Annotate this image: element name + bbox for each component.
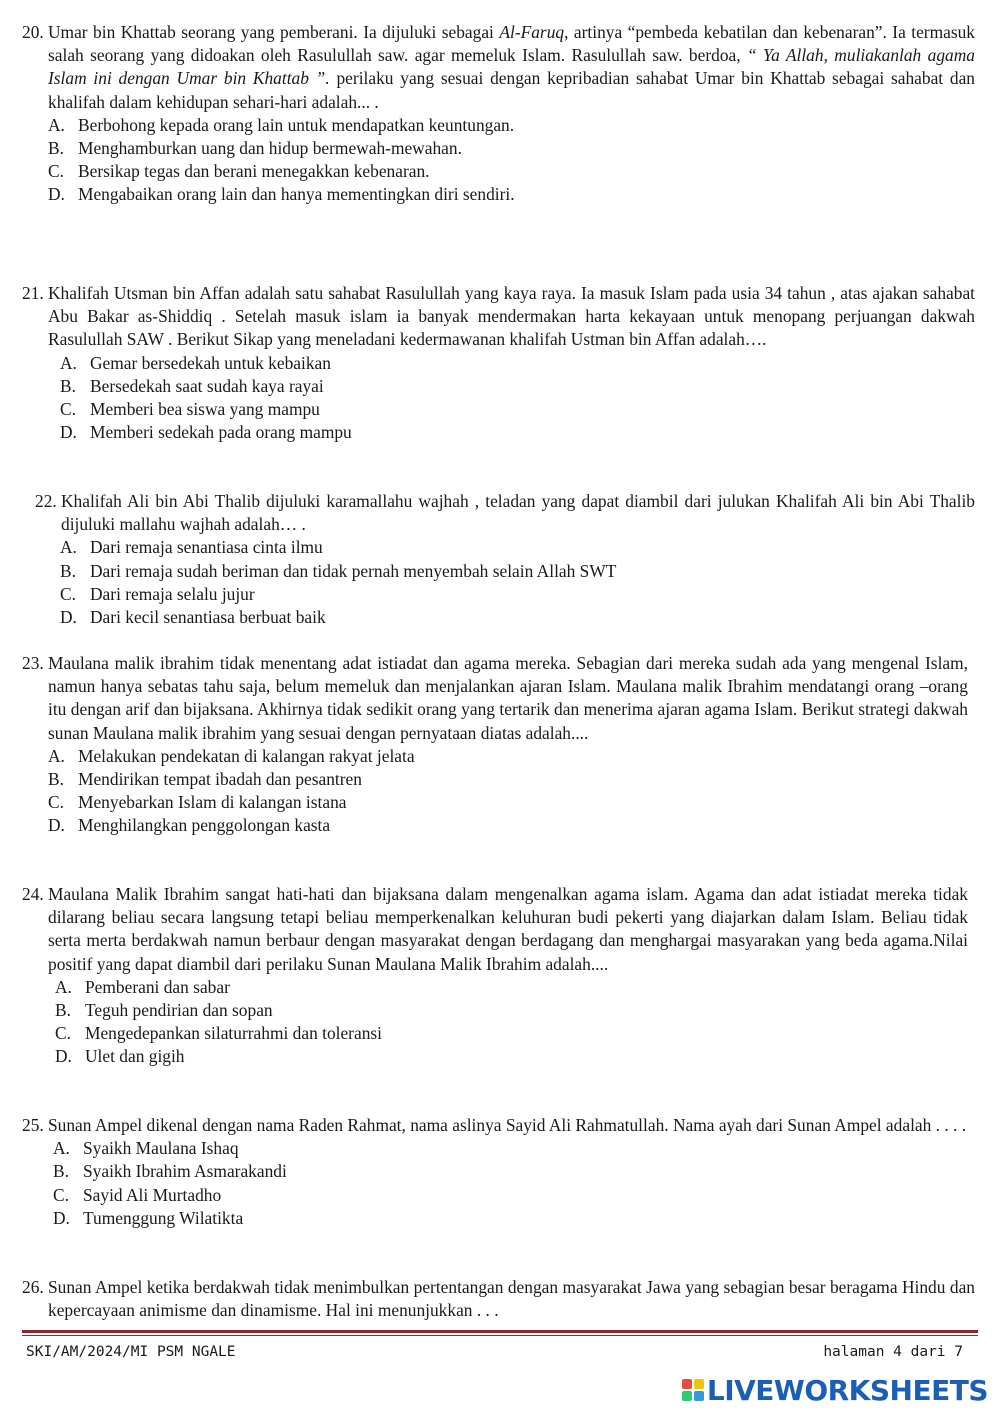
option-text: Bersikap tegas dan berani menegakkan kebenaran. (78, 161, 430, 182)
option-letter: B. (53, 1161, 69, 1182)
question-number: 21. (22, 283, 44, 303)
option-letter: D. (60, 607, 77, 628)
option-letter: B. (60, 375, 76, 396)
question-number: 22. (35, 491, 57, 511)
option-letter: D. (55, 1046, 72, 1067)
option-c[interactable] (48, 791, 968, 814)
option-letter: A. (60, 352, 77, 373)
option-text: Syaikh Maulana Ishaq (83, 1138, 239, 1159)
option-text: Gemar bersedekah untuk kebaikan (90, 352, 331, 373)
option-letter: D. (48, 184, 65, 205)
option-text: Tumenggung Wilatikta (83, 1207, 244, 1228)
option-c[interactable] (53, 1184, 975, 1207)
option-letter: B. (48, 138, 64, 159)
option-letter: B. (48, 769, 64, 790)
question-25 (22, 1114, 975, 1230)
answer-options (60, 536, 975, 629)
footer-divider-thin (22, 1335, 978, 1336)
option-letter: C. (60, 399, 76, 420)
option-c[interactable] (55, 1022, 968, 1045)
option-text: Syaikh Ibrahim Asmarakandi (83, 1161, 287, 1182)
option-text: Berbohong kepada orang lain untuk mendapatkan keuntungan. (78, 114, 515, 135)
question-number: 23. (22, 653, 44, 673)
option-b[interactable] (48, 768, 968, 791)
option-text: Mengedepankan silaturrahmi dan toleransi (85, 1023, 382, 1044)
option-text: Memberi bea siswa yang mampu (90, 399, 320, 420)
option-text: Dari kecil senantiasa berbuat baik (90, 607, 326, 628)
option-text: Dari remaja sudah beriman dan tidak pernah menyembah selain Allah SWT (90, 560, 617, 581)
option-d[interactable] (60, 421, 975, 444)
option-b[interactable] (60, 560, 975, 583)
option-text: Mendirikan tempat ibadah dan pesantren (78, 769, 362, 790)
liveworksheets-logo-icon (682, 1379, 704, 1401)
option-text: Ulet dan gigih (85, 1046, 185, 1067)
option-letter: C. (53, 1184, 69, 1205)
option-text: Bersedekah saat sudah kaya rayai (90, 375, 324, 396)
liveworksheets-wordmark: LIVEWORKSHEETS (706, 1373, 988, 1407)
answer-options (60, 352, 975, 445)
prayer-quote: “ Ya Allah, muliakanlah agama Islam ini dengan Umar bin Khattab ”. (48, 45, 975, 89)
option-letter: A. (60, 537, 77, 558)
question-stem: Khalifah Utsman bin Affan adalah satu sahabat Rasulullah yang kaya raya. Ia masuk Islam pada usia 34 tahun , atas ajakan sahabat Abu Bakar as-Shiddiq . Setelah masuk islam ia banyak mendermakan harta kekayaan untuk menopang perjuangan dakwah Rasulullah SAW . Berikut Sikap yang meneladani kedermawanan khalifah Ustman bin Affan adalah…. (48, 283, 975, 350)
question-number: 20. (22, 22, 44, 42)
option-text: Memberi sedekah pada orang mampu (90, 422, 352, 443)
option-text: Menghamburkan uang dan hidup bermewah-mewahan. (78, 138, 462, 159)
option-d[interactable] (48, 183, 975, 206)
option-letter: A. (48, 114, 65, 135)
option-letter: B. (60, 560, 76, 581)
option-c[interactable] (60, 398, 975, 421)
option-d[interactable] (48, 814, 968, 837)
option-b[interactable] (53, 1160, 975, 1183)
option-letter: B. (55, 1000, 71, 1021)
option-text: Pemberani dan sabar (85, 976, 230, 997)
question-stem: Sunan Ampel ketika berdakwah tidak menimbulkan pertentangan dengan masyarakat Jawa yang sebagian besar beragama Hindu dan kepercayaan animisme dan dinamisme. Hal ini menunjukkan . . . (48, 1277, 975, 1321)
answer-options (48, 745, 968, 838)
option-a[interactable] (53, 1137, 975, 1160)
option-letter: D. (60, 422, 77, 443)
option-text: Melakukan pendekatan di kalangan rakyat jelata (78, 745, 415, 766)
option-c[interactable] (48, 160, 975, 183)
option-text: Sayid Ali Murtadho (83, 1184, 222, 1205)
option-letter: C. (48, 792, 64, 813)
option-c[interactable] (60, 583, 975, 606)
page-number: halaman 4 dari 7 (823, 1344, 963, 1360)
option-text: Menghilangkan penggolongan kasta (78, 815, 331, 836)
question-stem: Khalifah Ali bin Abi Thalib dijuluki karamallahu wajhah , teladan yang dapat diambil dari julukan Khalifah Ali bin Abi Thalib dijuluki mallahu wajhah adalah… . (61, 491, 975, 535)
logo-square (694, 1379, 704, 1389)
option-letter: D. (48, 815, 65, 836)
option-text: Teguh pendirian dan sopan (85, 1000, 273, 1021)
option-a[interactable] (60, 536, 975, 559)
option-text: Dari remaja selalu jujur (90, 583, 255, 604)
question-number: 25. (22, 1115, 44, 1135)
al-faruq-term: Al-Faruq (499, 22, 565, 42)
option-a[interactable] (55, 976, 968, 999)
question-24 (22, 883, 968, 1069)
option-letter: D. (53, 1207, 70, 1228)
option-letter: A. (48, 745, 65, 766)
option-text: Dari remaja senantiasa cinta ilmu (90, 537, 323, 558)
option-text: Mengabaikan orang lain dan hanya mementingkan diri sendiri. (78, 184, 515, 205)
question-number: 24. (22, 884, 44, 904)
option-b[interactable] (48, 137, 975, 160)
question-22 (35, 490, 975, 629)
option-a[interactable] (60, 352, 975, 375)
liveworksheets-logo[interactable] (682, 1373, 988, 1407)
logo-square (694, 1391, 704, 1401)
option-letter: C. (48, 161, 64, 182)
question-stem: Maulana Malik Ibrahim sangat hati-hati dan bijaksana dalam mengenalkan agama islam. Agama dan adat istiadat mereka tidak dilarang beliau secara langsung tetapi beliau memperkenalkan keluhuran budi pekerti yang diajarkan dalam Islam. Beliau tidak serta merta berdakwah namun berbaur dengan masyarakat dengan berdagang dan menghargai masyarakan yang beda agama.Nilai positif yang dapat diambil dari perilaku Sunan Maulana Malik Ibrahim adalah.... (48, 884, 968, 974)
option-d[interactable] (53, 1207, 975, 1230)
option-b[interactable] (60, 375, 975, 398)
question-20 (22, 21, 975, 207)
answer-options (55, 976, 968, 1069)
question-21 (22, 282, 975, 444)
option-letter: A. (53, 1138, 70, 1159)
logo-square (682, 1391, 692, 1401)
question-26 (22, 1276, 975, 1322)
footer-divider (22, 1330, 978, 1333)
option-a[interactable] (48, 745, 968, 768)
question-23 (22, 652, 968, 838)
question-stem: Sunan Ampel dikenal dengan nama Raden Rahmat, nama aslinya Sayid Ali Rahmatullah. Nama ayah dari Sunan Ampel adalah . . . . (48, 1115, 967, 1135)
question-number: 26. (22, 1277, 44, 1297)
option-letter: C. (55, 1023, 71, 1044)
answer-options (53, 1137, 975, 1230)
option-b[interactable] (55, 999, 968, 1022)
option-letter: A. (55, 976, 72, 997)
option-d[interactable] (60, 606, 975, 629)
option-text: Menyebarkan Islam di kalangan istana (78, 792, 347, 813)
question-stem: Maulana malik ibrahim tidak menentang adat istiadat dan agama mereka. Sebagian dari mereka sudah ada yang mengenal Islam, namun hanya sebatas tahu saja, belum memeluk dan menjalankan ajaran Islam. Maulana malik Ibrahim mendatangi orang –orang itu dengan arif dan bijaksana. Akhirnya tidak sedikit orang yang tertarik dan menerima ajaran agama Islam. Berikut strategi dakwah sunan Maulana malik ibrahim yang sesuai dengan pernyataan diatas adalah.... (48, 653, 968, 743)
answer-options (48, 114, 975, 207)
document-code: SKI/AM/2024/MI PSM NGALE (26, 1344, 236, 1360)
option-d[interactable] (55, 1045, 968, 1068)
logo-square (682, 1379, 692, 1389)
option-a[interactable] (48, 114, 975, 137)
question-stem: Umar bin Khattab seorang yang pemberani. Ia dijuluki sebagai Al-Faruq, artinya “pembeda kebatilan dan kebenaran”. Ia termasuk salah seorang yang didoakan oleh Rasulullah saw. agar memeluk Islam. Rasulullah saw. berdoa, “ Ya Allah, muliakanlah agama Islam ini dengan Umar bin Khattab ”. perilaku yang sesuai dengan kepribadian sahabat Umar bin Khattab sebagai sahabat dan khalifah dalam kehidupan sehari-hari adalah... . (48, 22, 976, 112)
option-letter: C. (60, 583, 76, 604)
